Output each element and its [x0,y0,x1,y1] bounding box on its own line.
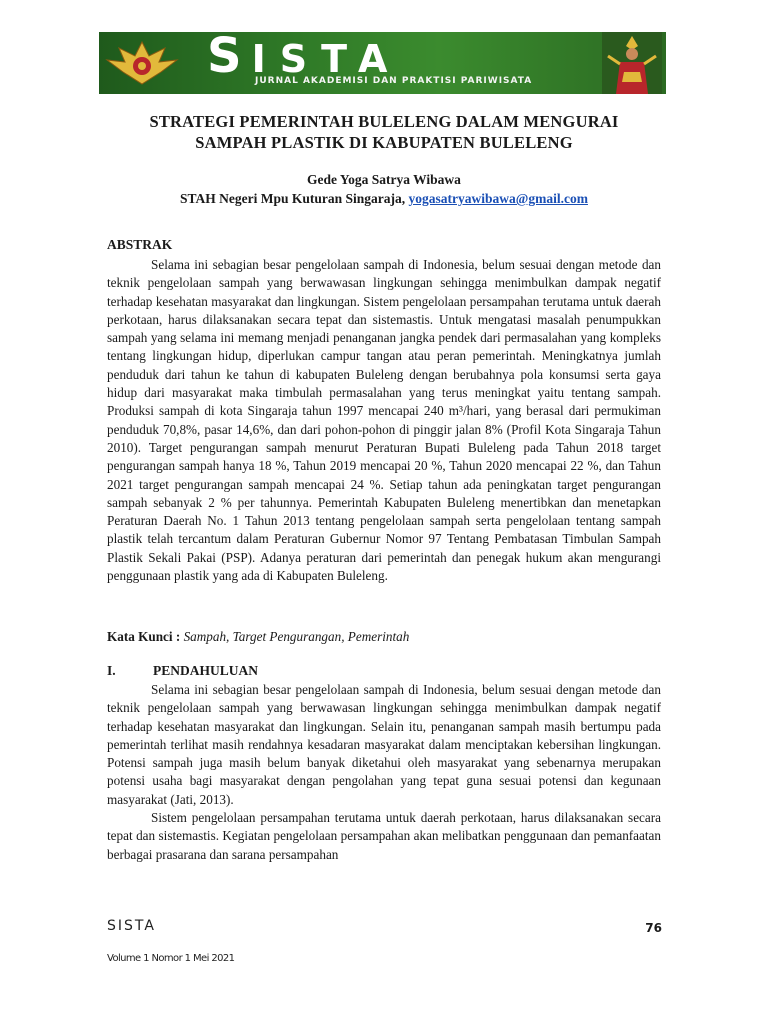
page-number: 76 [645,921,662,935]
keywords-label: Kata Kunci : [107,629,181,644]
introduction-body [107,681,661,864]
author-block [100,170,668,208]
paper-title [100,111,668,153]
title-line-2: SAMPAH PLASTIK DI KABUPATEN BULELENG [195,133,573,152]
section-number: I. [107,663,116,678]
journal-brand: SISTA [207,32,402,84]
keywords [107,629,409,645]
keywords-value: Sampah, Target Pengurangan, Pemerintah [180,629,410,644]
author-affiliation: STAH Negeri Mpu Kuturan Singaraja, [180,191,409,206]
garuda-logo-icon [103,36,181,90]
author-name: Gede Yoga Satrya Wibawa [307,172,461,187]
author-affiliation-line [100,189,668,208]
author-email-link[interactable]: yogasatryawibawa@gmail.com [408,191,588,206]
abstract-heading: ABSTRAK [107,237,173,252]
intro-paragraph-1: Selama ini sebagian besar pengelolaan sampah di Indonesia, belum sesuai dengan metode dan teknik pengelolaan sampah yang berwawasan lingkungan sehingga menimbulkan dampak negatif terhadap kesehatan masyarakat dan lingkungan. Selain itu, penanganan sampah masih bertumpu pada pemerintah terlihat masih rendahnya kesadaran masyarakat dalam menciptakan kebersihan lingkungan. Potensi sampah juga masih belum banyak diketahui oleh masyarakat yang sebenarnya merupakan potensi usaha bagi masyarakat dengan pengolahan yang tepat guna sesuai potensi dan kegunaan masyarakat (Jati, 2013). [107,682,661,807]
balinese-dancer-icon [602,32,662,94]
intro-paragraph-2: Sistem pengelolaan persampahan terutama untuk daerah perkotaan, harus dilaksanakan secara tepat dan sistemastis. Kegiatan pengelolaan persampahan akan melibatkan penggunaan dan pemanfaatan berbagai prasarana dan sarana persampahan [107,810,661,862]
section-heading-introduction [107,663,258,679]
journal-banner [99,32,666,94]
footer-brand: SISTA [107,918,156,934]
abstract-body [107,256,661,585]
journal-tagline: JURNAL AKADEMISI DAN PRAKTISI PARIWISATA [255,76,533,86]
section-title: PENDAHULUAN [153,663,259,678]
title-line-1: STRATEGI PEMERINTAH BULELENG DALAM MENGURAI [149,112,619,131]
abstract-paragraph: Selama ini sebagian besar pengelolaan sampah di Indonesia, belum sesuai dengan metode dan teknik pengelolaan sampah yang berwawasan lingkungan sehingga menimbulkan dampak negatif terhadap kesehatan masyarakat dan lingkungan. Sistem pengelolaan persampahan terutama untuk daerah perkotaan, harus dilaksanakan secara tepat dan sistemastis. Untuk mengatasi masalah penumpukkan sampah yang selama ini memang menjadi penanganan jangka pendek dari permasalahan yang kompleks tentang lingkungan hidup, diperlukan campur tangan atau peran pemerintah. Meningkatnya jumlah penduduk dari tahun ke tahun di kabupaten Buleleng dengan berubahnya pola konsumsi serta gaya hidup dari masyarakat maka timbulah permasalahan yang terus meningkat yaitu tentang sampah. Produksi sampah di kota Singaraja tahun 1997 mencapai 240 m³/hari, yang berasal dari permukiman penduduk 70,8%, pasar 14,6%, dan dari pohon-pohon di pinggir jalan 8% (Profil Kota Singaraja Tahun 2010). Target pengurangan sampah menurut Peraturan Bupati Buleleng pada Tahun 2018 target pengurangan sampah hanya 18 %, Tahun 2019 mencapai 20 %, Tahun 2020 mencapai 22 %, dan Tahun 2021 target pengurangan sampah mencapai 24 %. Setiap tahun ada peningkatan target pengurangan sampah sebanyak 2 % per tahunnya. Pemerintah Kabupaten Buleleng menertibkan dan menetapkan Peraturan Daerah No. 1 Tahun 2013 tentang pengelolaan sampah serta pengelolaan tentang sampah plastik telah tercantum dalam Peraturan Gubernur Nomor 97 Tentang Pembatasan Timbulan Sampah Plastik Sekali Pakai (PSP). Adanya peraturan dari pemerintah dan penegak hukum akan mengurangi penggunaan plastik yang ada di Kabupaten Buleleng. [107,257,661,584]
volume-info: Volume 1 Nomor 1 Mei 2021 [107,953,235,964]
